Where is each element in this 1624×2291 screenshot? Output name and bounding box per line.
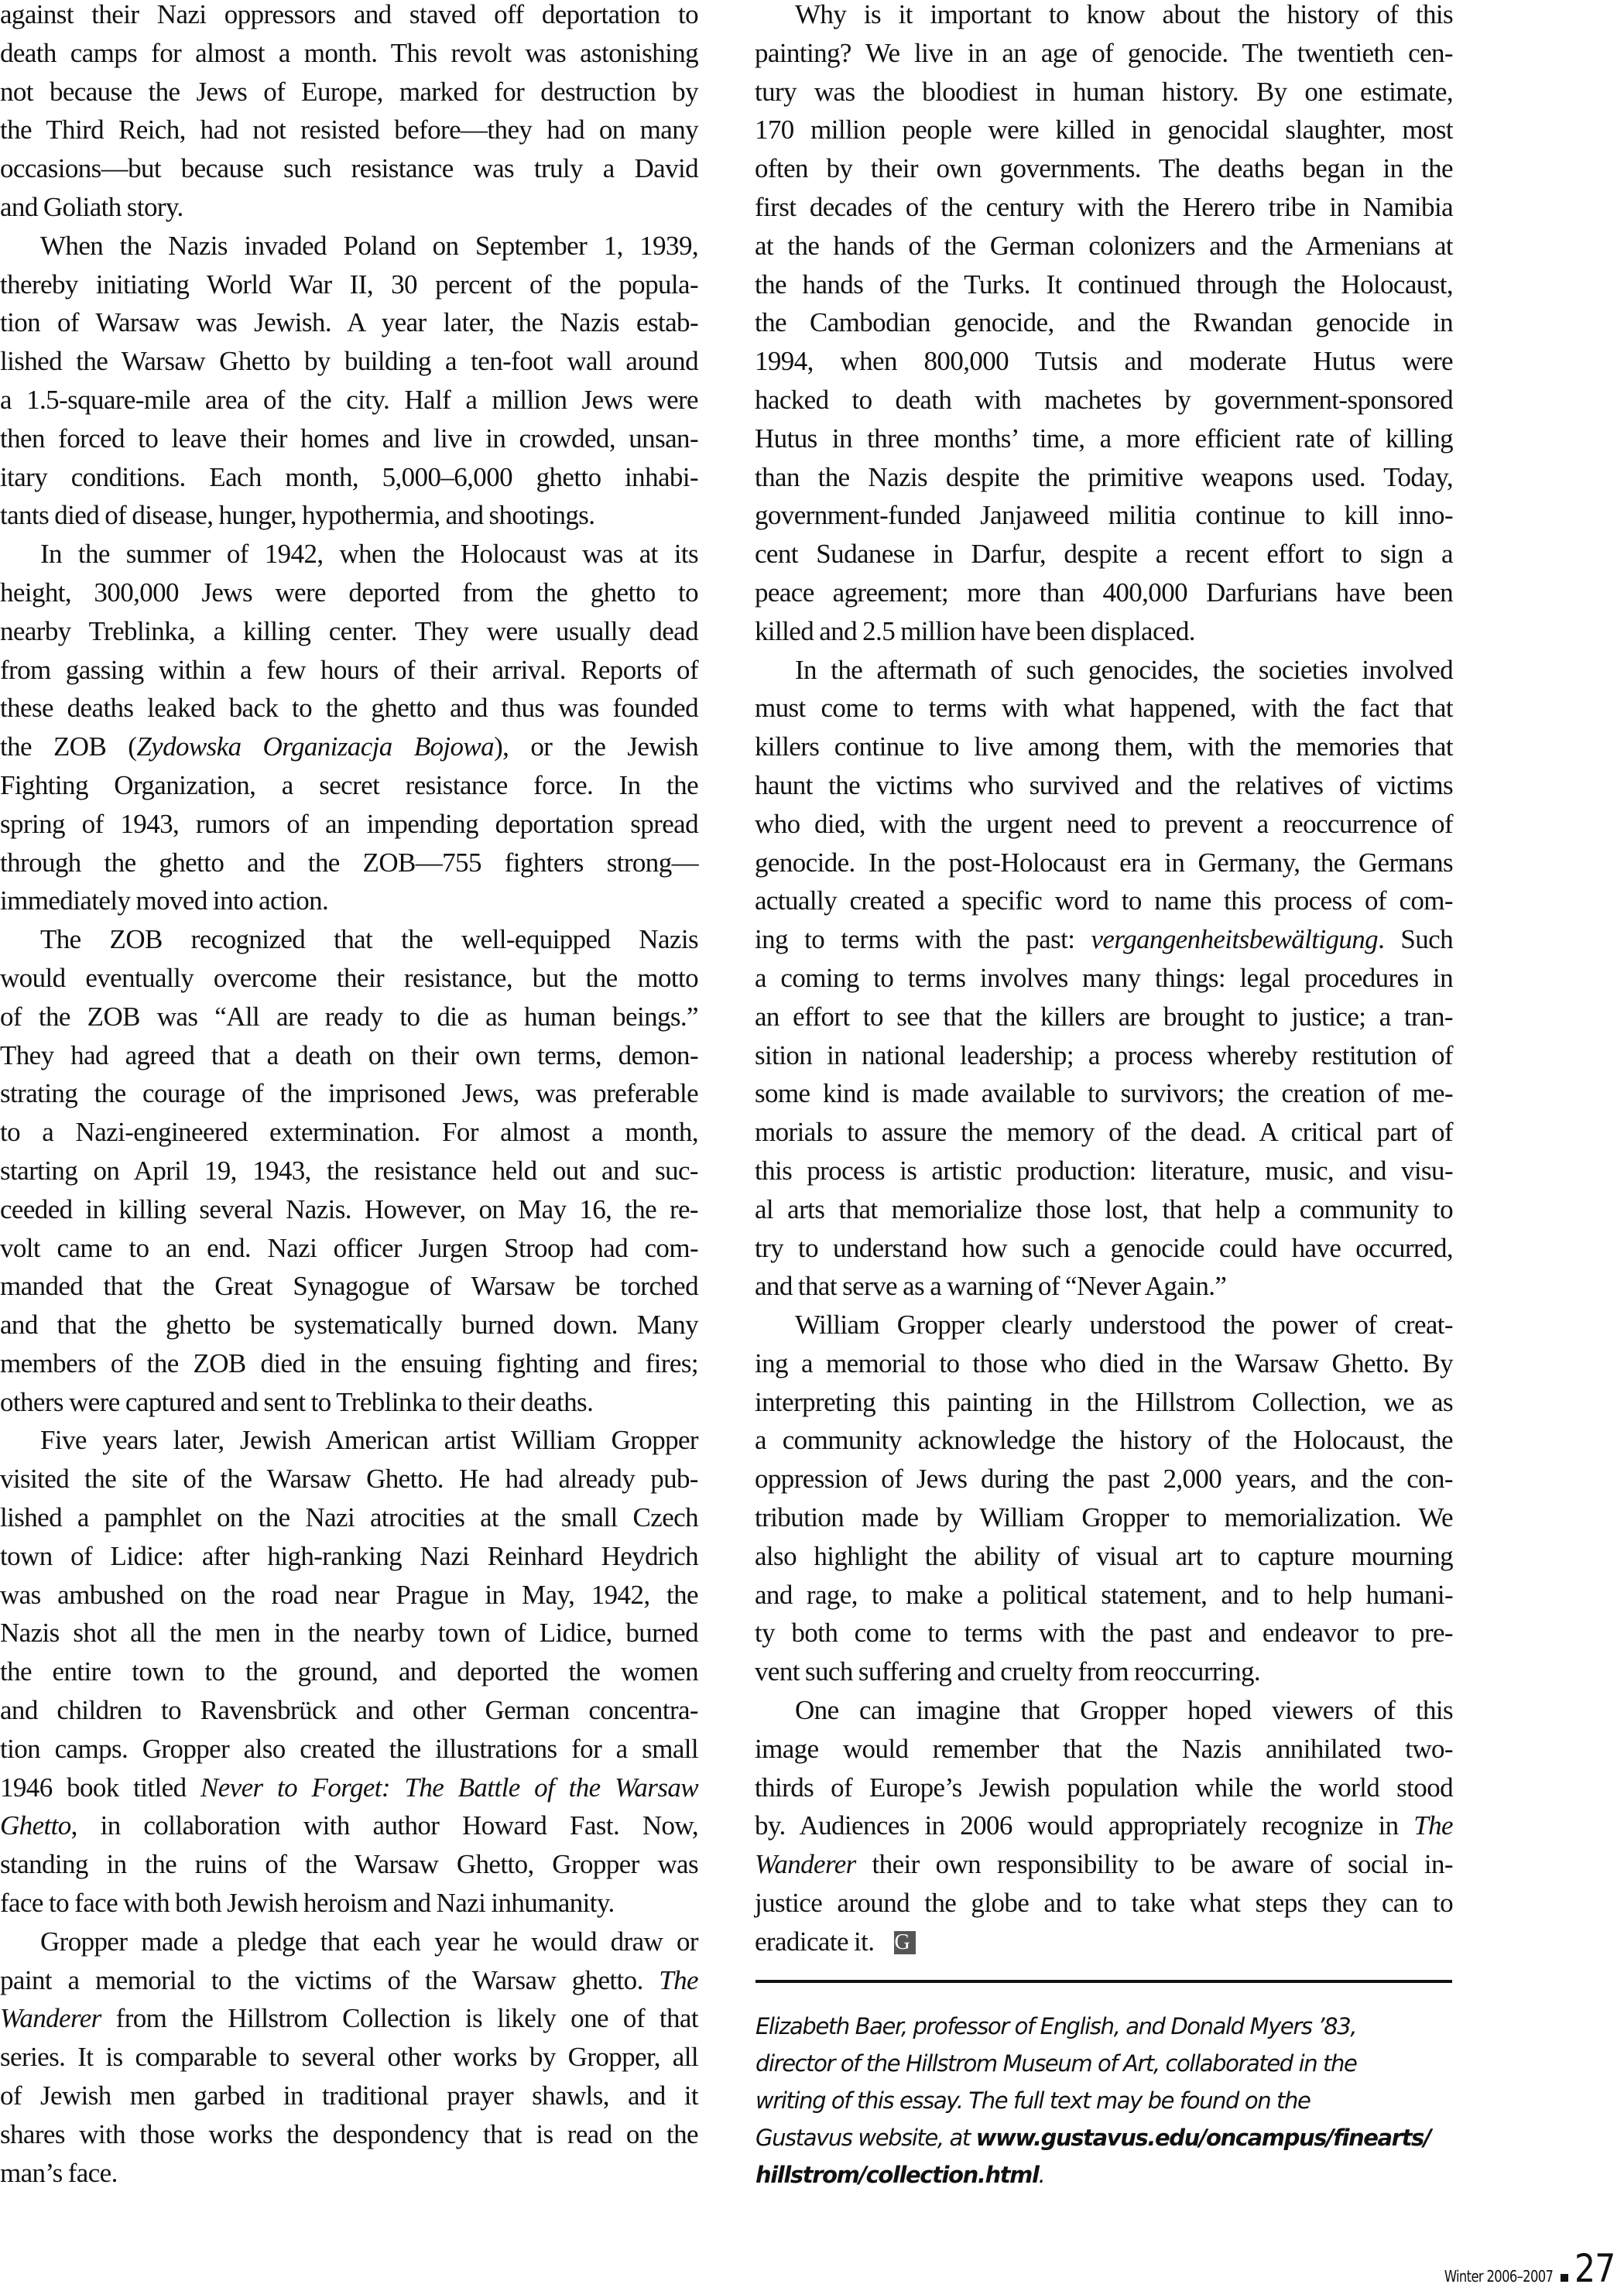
italic-title: The [1413, 1810, 1453, 1841]
text-line: thereby initiating World War II, 30 percent of the popula- [0, 269, 698, 300]
text-line: of the ZOB was “All are ready to die as human beings.” [0, 1001, 698, 1032]
text-line: members of the ZOB died in the ensuing fighting and fires; [0, 1348, 698, 1378]
text-line: man’s face. [0, 2157, 118, 2188]
italic-title: The [659, 1964, 698, 1995]
text-line: town of Lidice: after high-ranking Nazi Reinhard Heydrich [0, 1540, 698, 1571]
text-line: Nazis shot all the men in the nearby town of Lidice, burned [0, 1618, 698, 1649]
text-line: haunt the victims who survived and the relatives of victims [755, 769, 1453, 800]
credit-trailing-period: . [1038, 2162, 1045, 2188]
text-line: 1994, when 800,000 Tutsis and moderate Hutus were [755, 346, 1453, 377]
text-line: a coming to terms involves many things: legal procedures in [755, 962, 1453, 993]
credit-line: Elizabeth Baer, professor of English, and Donald Myers ’83, [755, 2013, 1357, 2039]
text-line: the Third Reich, had not resisted before—they had on many [0, 115, 698, 146]
text-line: from gassing within a few hours of their arrival. Reports of [0, 654, 698, 685]
page-footer [1420, 2246, 1622, 2291]
text-line: image would remember that the Nazis annihilated two- [755, 1733, 1453, 1764]
paragraph [0, 0, 698, 227]
right-column [755, 0, 1453, 1961]
text-line: death camps for almost a month. This revolt was astonishing [0, 37, 698, 68]
text-line: series. It is comparable to several other works by Gropper, all [0, 2042, 698, 2073]
text-line: morials to assure the memory of the dead. A critical part of [755, 1117, 1453, 1148]
website-link-part-1[interactable]: www.gustavus.edu/oncampus/finearts/ [975, 2125, 1431, 2151]
text-run: ), or the Jewish [494, 731, 698, 762]
paragraph [0, 920, 698, 1421]
text-line: In the summer of 1942, when the Holocaust was at its [40, 539, 698, 570]
credit-line: director of the Hillstrom Museum of Art, collaborated in the [755, 2050, 1357, 2077]
text-line: peace agreement; more than 400,000 Darfurians have been [755, 577, 1453, 608]
text-line: government-funded Janjaweed militia continue to kill inno- [755, 500, 1453, 531]
text-line: others were captured and sent to Treblinka to their deaths. [0, 1386, 594, 1417]
text-line: against their Nazi oppressors and staved off deportation to [0, 0, 698, 29]
text-line: Five years later, Jewish American artist William Gropper [40, 1425, 698, 1456]
credit-line [755, 2156, 1460, 2193]
text-line: was ambushed on the road near Prague in May, 1942, the [0, 1579, 698, 1610]
text-line: the entire town to the ground, and deported the women [0, 1656, 698, 1687]
text-line: tion of Warsaw was Jewish. A year later, the Nazis estab- [0, 307, 698, 338]
text-run: , in collaboration with author Howard Fast. Now, [70, 1810, 698, 1841]
text-line: occasions—but because such resistance was truly a David [0, 153, 698, 184]
text-line: vent such suffering and cruelty from reoccurring. [755, 1656, 1261, 1687]
italic-title: Zydowska Organizacja Bojowa [136, 731, 495, 762]
text-line: al arts that memorialize those lost, that help a community to [755, 1193, 1453, 1224]
text-run: the ZOB ( [0, 731, 137, 762]
text-line: face to face with both Jewish heroism and Nazi inhumanity. [0, 1888, 615, 1919]
text-line: manded that the Great Synagogue of Warsaw be torched [0, 1271, 698, 1302]
text-line: lished the Warsaw Ghetto by building a ten-foot wall around [0, 346, 698, 377]
text-line: justice around the globe and to take what steps they can to [755, 1888, 1453, 1919]
text-line: a community acknowledge the history of the Holocaust, the [755, 1425, 1453, 1456]
paragraph [0, 227, 698, 535]
text-line: They had agreed that a death on their own terms, demon- [0, 1039, 698, 1070]
text-line: first decades of the century with the Herero tribe in Namibia [755, 191, 1453, 222]
text-run: ing to terms with the past: [755, 924, 1091, 955]
text-line: would eventually overcome their resistance, but the motto [0, 962, 698, 993]
text-line: cent Sudanese in Darfur, despite a recent effort to sign a [755, 539, 1453, 570]
text-line: a 1.5-square-mile area of the city. Half a million Jews were [0, 384, 698, 415]
text-line: In the aftermath of such genocides, the societies involved [795, 654, 1453, 685]
text-line: Fighting Organization, a secret resistance force. In the [0, 769, 698, 800]
text-line: and that serve as a warning of “Never Again.” [755, 1271, 1227, 1302]
text-run: by. Audiences in 2006 would appropriately recognize in [755, 1810, 1414, 1841]
text-line: The ZOB recognized that the well-equipped Nazis [40, 924, 698, 955]
credit-line: writing of this essay. The full text may be found on the [755, 2087, 1311, 2114]
text-line: through the ghetto and the ZOB—755 fighters strong— [0, 847, 698, 878]
text-line: interpreting this painting in the Hillstrom Collection, we as [755, 1386, 1453, 1417]
text-line: itary conditions. Each month, 5,000–6,000 ghetto inhabi- [0, 461, 698, 492]
page-number: 27 [1574, 2246, 1615, 2291]
italic-title: Wanderer [0, 2003, 101, 2034]
text-run: from the Hillstrom Collection is likely one of that [101, 2003, 698, 2034]
text-run: eradicate it. [755, 1926, 875, 1957]
text-line [0, 1961, 698, 2000]
text-line: killers continue to live among them, with the memories that [755, 731, 1453, 762]
italic-title: vergangenheitsbewältigung [1091, 924, 1379, 955]
text-line: height, 300,000 Jews were deported from the ghetto to [0, 577, 698, 608]
text-line: visited the site of the Warsaw Ghetto. He had already pub- [0, 1464, 698, 1495]
text-line: an effort to see that the killers are brought to justice; a tran- [755, 1001, 1453, 1032]
text-line: 170 million people were killed in genocidal slaughter, most [755, 115, 1453, 146]
credit-line [755, 2119, 1460, 2156]
text-line: then forced to leave their homes and live in crowded, unsan- [0, 423, 698, 454]
text-line: tants died of disease, hunger, hypothermia, and shootings. [0, 500, 595, 531]
paragraph [755, 0, 1453, 651]
text-line: starting on April 19, 1943, the resistance held out and suc- [0, 1155, 698, 1186]
text-line: genocide. In the post-Holocaust era in Germany, the Germans [755, 847, 1453, 878]
text-line: and children to Ravensbrück and other German concentra- [0, 1695, 698, 1726]
text-line [755, 920, 1453, 959]
text-line: immediately moved into action. [0, 885, 329, 916]
text-line: the hands of the Turks. It continued through the Holocaust, [755, 269, 1453, 300]
text-line [0, 1769, 698, 1807]
italic-title: Never to Forget: The Battle of the Warsaw [200, 1772, 698, 1803]
text-line: ceeded in killing several Nazis. However, on May 16, the re- [0, 1193, 698, 1224]
text-line: and that the ghetto be systematically burned down. Many [0, 1310, 698, 1341]
text-line: these deaths leaked back to the ghetto and thus was founded [0, 693, 698, 724]
text-line: shares with those works the despondency that is read on the [0, 2118, 698, 2149]
text-line: tribution made by William Gropper to memorialization. We [755, 1502, 1453, 1533]
text-line: One can imagine that Gropper hoped viewers of this [795, 1695, 1453, 1726]
text-line: often by their own governments. The deaths began in the [755, 153, 1453, 184]
text-line: try to understand how such a genocide could have occurred, [755, 1232, 1453, 1263]
paragraph [755, 1306, 1453, 1691]
text-line: ty both come to terms with the past and endeavor to pre- [755, 1618, 1453, 1649]
text-line: ing a memorial to those who died in the Warsaw Ghetto. By [755, 1348, 1453, 1378]
text-run: their own responsibility to be aware of social in- [855, 1849, 1453, 1880]
issue-label: Winter 2006–2007 [1444, 2267, 1554, 2286]
text-run: Gropper made a pledge that each year he would draw or [40, 1926, 698, 1957]
italic-title: Ghetto [0, 1810, 71, 1841]
text-line [0, 1923, 698, 1961]
text-line [755, 1923, 1453, 1961]
text-line: and Goliath story. [0, 191, 183, 222]
text-line: this process is artistic production: literature, music, and visu- [755, 1155, 1453, 1186]
text-line: William Gropper clearly understood the power of creat- [795, 1310, 1453, 1341]
website-link-part-2[interactable]: hillstrom/collection.html [755, 2162, 1039, 2188]
text-run: 1946 book titled [0, 1772, 200, 1803]
text-line: tury was the bloodiest in human history. By one estimate, [755, 76, 1453, 107]
text-line: the Cambodian genocide, and the Rwandan genocide in [755, 307, 1453, 338]
credit-line-text: Gustavus website, at [755, 2125, 976, 2151]
text-line [0, 1806, 698, 1845]
text-line: standing in the ruins of the Warsaw Ghetto, Gropper was [0, 1849, 698, 1880]
text-line [0, 1999, 698, 2038]
text-line: volt came to an end. Nazi officer Jurgen Stroop had com- [0, 1232, 698, 1263]
text-line [755, 1845, 1453, 1884]
text-line: hacked to death with machetes by government-sponsored [755, 384, 1453, 415]
text-line: spring of 1943, rumors of an impending deportation spread [0, 808, 698, 839]
paragraph [755, 651, 1453, 1306]
text-line: oppression of Jews during the past 2,000 years, and the con- [755, 1464, 1453, 1495]
italic-title: Wanderer [755, 1849, 856, 1880]
text-line: nearby Treblinka, a killing center. They were usually dead [0, 615, 698, 646]
text-line: also highlight the ability of visual art to capture mourning [755, 1540, 1453, 1571]
text-line: and rage, to make a political statement, and to help humani- [755, 1579, 1453, 1610]
end-of-article-g-icon: G [894, 1931, 916, 1954]
paragraph [0, 535, 698, 920]
square-bullet-icon [1561, 2274, 1568, 2282]
text-line: actually created a specific word to name this process of com- [755, 885, 1453, 916]
text-run: paint a memorial to the victims of the Warsaw ghetto. [0, 1964, 660, 1995]
text-line: tion camps. Gropper also created the illustrations for a small [0, 1733, 698, 1764]
credit-divider-rule [755, 1980, 1452, 1983]
left-column [0, 0, 698, 2192]
text-line: thirds of Europe’s Jewish population while the world stood [755, 1772, 1453, 1803]
paragraph [755, 1691, 1453, 1961]
text-line: painting? We live in an age of genocide. The twentieth cen- [755, 37, 1453, 68]
text-line: than the Nazis despite the primitive weapons used. Today, [755, 461, 1453, 492]
text-line: who died, with the urgent need to prevent a reoccurrence of [755, 808, 1453, 839]
text-run: . Such [1378, 924, 1453, 955]
text-line: sition in national leadership; a process whereby restitution of [755, 1039, 1453, 1070]
text-line: When the Nazis invaded Poland on September 1, 1939, [40, 230, 698, 261]
text-line [755, 1806, 1453, 1845]
text-line: lished a pamphlet on the Nazi atrocities at the small Czech [0, 1502, 698, 1533]
text-line: some kind is made available to survivors; the creation of me- [755, 1078, 1453, 1109]
paragraph [0, 1421, 698, 1922]
text-line: not because the Jews of Europe, marked for destruction by [0, 76, 698, 107]
text-line: Hutus in three months’ time, a more efficient rate of killing [755, 423, 1453, 454]
text-line [0, 728, 698, 766]
text-line: strating the courage of the imprisoned Jews, was preferable [0, 1078, 698, 1109]
text-line: killed and 2.5 million have been displaced. [755, 615, 1195, 646]
paragraph [0, 1923, 698, 2193]
author-credit [755, 2008, 1460, 2193]
text-line: Why is it important to know about the history of this [795, 0, 1453, 29]
text-line: at the hands of the German colonizers and the Armenians at [755, 230, 1453, 261]
text-line: of Jewish men garbed in traditional prayer shawls, and it [0, 2080, 698, 2111]
text-line: to a Nazi-engineered extermination. For almost a month, [0, 1117, 698, 1148]
text-line: must come to terms with what happened, with the fact that [755, 693, 1453, 724]
